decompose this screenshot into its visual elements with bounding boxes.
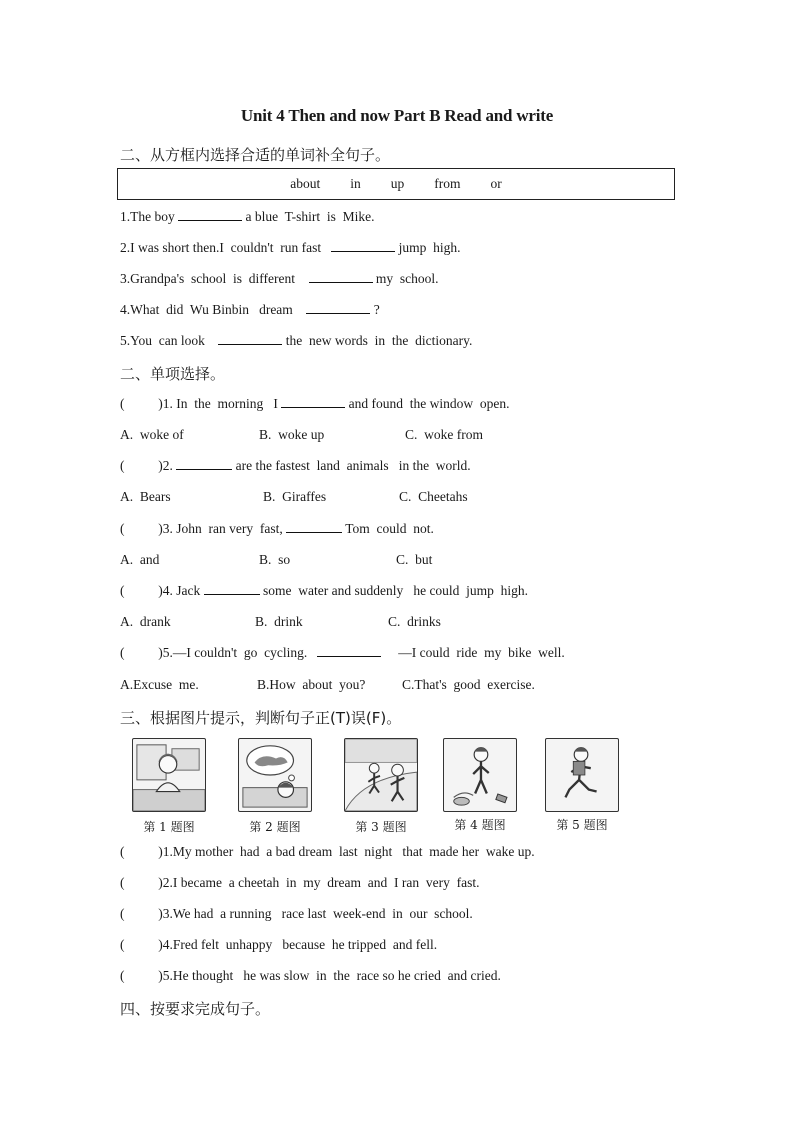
page-title: Unit 4 Then and now Part B Read and write bbox=[240, 106, 554, 125]
mc-question-4: ( )4. Jack some water and suddenly he could jump high. bbox=[120, 583, 529, 598]
answer-blank[interactable] bbox=[178, 209, 242, 221]
answer-blank[interactable] bbox=[331, 240, 395, 252]
picture-5-boy-running bbox=[545, 738, 619, 812]
picture-caption-1: 第 1 题图 bbox=[143, 820, 195, 834]
option-b[interactable]: B.How about you? bbox=[257, 677, 366, 692]
word-bank-word: in bbox=[350, 176, 361, 191]
option-b[interactable]: B. so bbox=[259, 552, 291, 567]
section4-heading: 四、按要求完成句子。 bbox=[120, 1000, 271, 1018]
picture-3-boys-racing bbox=[344, 738, 418, 812]
tf-statement-5: ( )5.He thought he was slow in the race so he cried and cried. bbox=[120, 968, 501, 983]
mc-question-1: ( )1. In the morning I and found the window open. bbox=[120, 396, 510, 411]
word-bank-word: up bbox=[390, 176, 405, 191]
fill-sentence-3: 3.Grandpa's school is different my school. bbox=[120, 271, 439, 286]
option-b[interactable]: B. Giraffes bbox=[263, 489, 327, 504]
answer-blank[interactable] bbox=[204, 583, 260, 595]
section2-heading: 二、单项选择。 bbox=[120, 365, 226, 383]
section1-heading: 二、从方框内选择合适的单词补全句子。 bbox=[120, 146, 391, 164]
option-b[interactable]: B. woke up bbox=[259, 427, 325, 442]
option-c[interactable]: C. woke from bbox=[405, 427, 483, 442]
picture-1-woman-waking bbox=[132, 738, 206, 812]
answer-blank[interactable] bbox=[218, 333, 282, 345]
option-a[interactable]: A. woke of bbox=[120, 427, 184, 442]
picture-2-cheetah-dream bbox=[238, 738, 312, 812]
picture-caption-4: 第 4 题图 bbox=[454, 818, 506, 832]
fill-sentence-2: 2.I was short then.I couldn't run fast jump high. bbox=[120, 240, 461, 255]
tf-statement-3: ( )3.We had a running race last week-end in our school. bbox=[120, 906, 473, 921]
picture-4-boy-fallen bbox=[443, 738, 517, 812]
option-c[interactable]: C. drinks bbox=[388, 614, 441, 629]
answer-blank[interactable] bbox=[281, 396, 345, 408]
mc-question-5: ( )5.—I couldn't go cycling. —I could ride my bike well. bbox=[120, 645, 565, 660]
mc-question-3: ( )3. John ran very fast, Tom could not. bbox=[120, 521, 434, 536]
fill-sentence-1: 1.The boy a blue T-shirt is Mike. bbox=[120, 209, 375, 224]
section3-heading: 三、根据图片提示，判断句子正(T)误(F)。 bbox=[120, 709, 402, 727]
answer-blank[interactable] bbox=[317, 645, 381, 657]
option-b[interactable]: B. drink bbox=[255, 614, 303, 629]
tf-statement-2: ( )2.I became a cheetah in my dream and I ran very fast. bbox=[120, 875, 480, 890]
answer-blank[interactable] bbox=[309, 271, 373, 283]
option-a[interactable]: A. and bbox=[120, 552, 160, 567]
answer-blank[interactable] bbox=[306, 302, 370, 314]
mc-question-2: ( )2. are the fastest land animals in the world. bbox=[120, 458, 471, 473]
answer-blank[interactable] bbox=[286, 521, 342, 533]
picture-caption-5: 第 5 题图 bbox=[556, 818, 608, 832]
tf-statement-4: ( )4.Fred felt unhappy because he tripped and fell. bbox=[120, 937, 438, 952]
tf-statement-1: ( )1.My mother had a bad dream last night that made her wake up. bbox=[120, 844, 535, 859]
fill-sentence-4: 4.What did Wu Binbin dream ? bbox=[120, 302, 380, 317]
option-c[interactable]: C. but bbox=[396, 552, 433, 567]
word-bank-word: or bbox=[490, 176, 502, 191]
option-a[interactable]: A. Bears bbox=[120, 489, 171, 504]
option-c[interactable]: C.That's good exercise. bbox=[402, 677, 535, 692]
fill-sentence-5: 5.You can look the new words in the dictionary. bbox=[120, 333, 473, 348]
word-bank-box bbox=[117, 168, 675, 200]
picture-caption-3: 第 3 题图 bbox=[355, 820, 407, 834]
option-c[interactable]: C. Cheetahs bbox=[399, 489, 468, 504]
word-bank-word: about bbox=[290, 176, 321, 191]
answer-blank[interactable] bbox=[176, 458, 232, 470]
option-a[interactable]: A. drank bbox=[120, 614, 171, 629]
picture-caption-2: 第 2 题图 bbox=[249, 820, 301, 834]
word-bank-word: from bbox=[434, 176, 461, 191]
option-a[interactable]: A.Excuse me. bbox=[120, 677, 199, 692]
